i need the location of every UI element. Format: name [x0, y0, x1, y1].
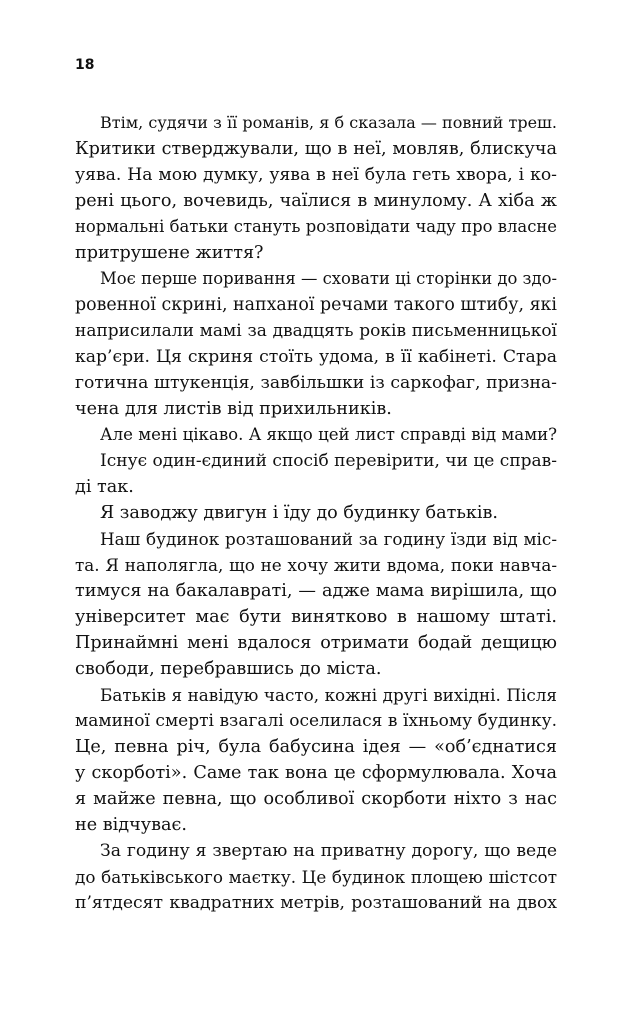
text-line: Моє перше поривання — сховати ці сторінки до здо-	[100, 269, 557, 288]
text-line: до батьківського маєтку. Це будинок площею шістсот	[75, 867, 557, 887]
text-line: маминої смерті взагалі оселилася в їхньому будинку.	[75, 711, 557, 731]
text-line: ровенної скрині, напханої речами такого штибу, які	[75, 295, 557, 315]
text-line: Принаймні мені вдалося отримати бодай дещицю	[75, 633, 557, 653]
text-line: Критики стверджували, що в неї, мовляв, блискуча	[75, 139, 557, 159]
text-line: п’ятдесят квадратних метрів, розташований на двох	[75, 893, 557, 913]
text-line: уява. На мою думку, уява в неї була геть хвора, і ко-	[75, 165, 557, 185]
text-line: Втім, судячи з її романів, я б сказала — повний треш.	[100, 113, 557, 132]
text-line: наприсилали мамі за двадцять років письменницької	[75, 321, 557, 341]
text-line: За годину я звертаю на приватну дорогу, що веде	[100, 841, 557, 861]
text-line: не відчуває.	[75, 815, 187, 835]
page-number: 18	[75, 57, 95, 73]
text-line: та. Я наполягла, що не хочу жити вдома, поки навча-	[75, 555, 557, 575]
text-line: ді так.	[75, 477, 134, 497]
text-line: свободи, перебравшись до міста.	[75, 659, 382, 679]
text-line: рені цього, вочевидь, чаїлися в минулому. А хіба ж	[75, 191, 557, 211]
text-line: чена для листів від прихильників.	[75, 399, 392, 419]
text-line: нормальні батьки стануть розповідати чаду про власне	[75, 217, 557, 236]
text-line: кар’єри. Ця скриня стоїть удома, в її кабінеті. Стара	[75, 347, 557, 367]
text-line: тимуся на бакалавраті, — адже мама вирішила, що	[75, 581, 557, 601]
text-line: притрушене життя?	[75, 243, 264, 263]
text-line: Я заводжу двигун і їду до будинку батьків.	[100, 503, 499, 523]
text-line: готична штукенція, завбільшки із саркофаг, призна-	[75, 373, 557, 393]
text-line: Але мені цікаво. А якщо цей лист справді від мами?	[100, 425, 558, 444]
text-line: Наш будинок розташований за годину їзди від міс-	[100, 529, 557, 549]
text-line: Це, певна річ, була бабусина ідея — «об’єднатися	[75, 737, 557, 757]
text-line: у скорботі». Саме так вона це сформулювала. Хоча	[75, 763, 557, 783]
text-line: я майже певна, що особливої скорботи ніхто з нас	[75, 789, 557, 809]
body-text	[75, 110, 557, 916]
text-line: університет має бути винятково в нашому штаті.	[75, 607, 557, 627]
text-line: Батьків я навідую часто, кожні другі вихідні. Після	[100, 685, 557, 705]
text-line: Існує один-єдиний спосіб перевірити, чи це справ-	[100, 451, 557, 471]
